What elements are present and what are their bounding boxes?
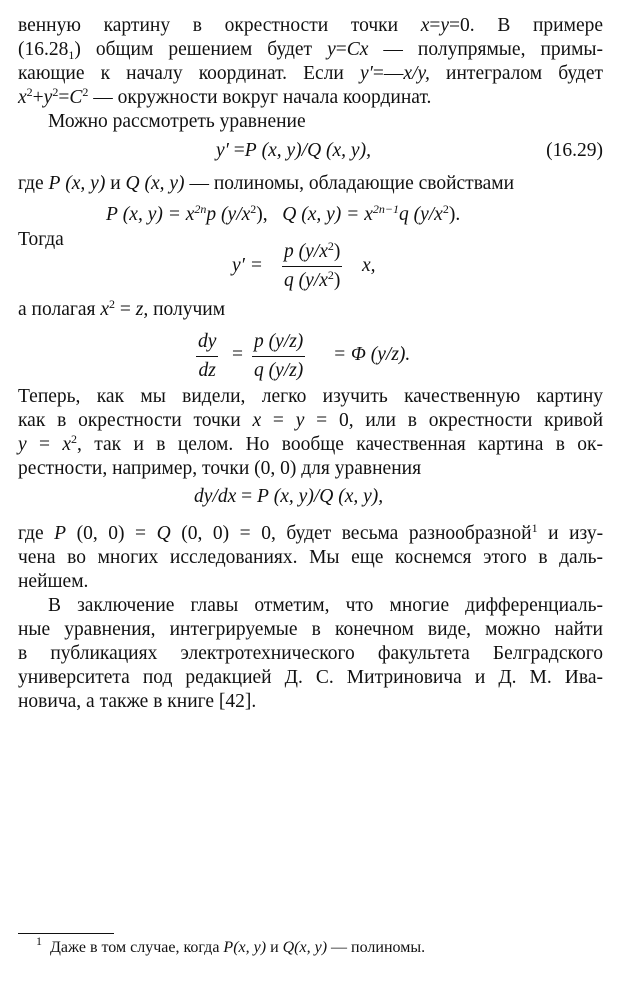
text-line: В заключение главы отметим, что многие дифференциаль-	[48, 595, 603, 616]
fraction-dy-dz: $\frac{dy}{dz}$	[198, 331, 217, 381]
footnote-mark: 1	[36, 934, 42, 948]
text-line: где P (0, 0) = Q (0, 0) = 0, будет весьма разнообразной$^1$ и изу-	[18, 521, 604, 544]
text-line: нейшем.	[18, 571, 89, 592]
text-line: Тогда	[18, 229, 64, 250]
text-line: кающие к началу координат. Если y′=—x/y, интегралом будет	[18, 63, 604, 84]
footnote-ref: 1	[531, 521, 538, 535]
text-line: $y = x^2$, так и в целом. Но вообще качественная картина в ок-	[18, 432, 604, 455]
equation-16-29: y′ =P (x, y)/Q (x, y),	[216, 140, 371, 161]
text-line: новича, а также в книге [42].	[18, 691, 257, 712]
text-line: в публикациях электротехнического факультета Белградского	[18, 643, 603, 664]
footnote-rule	[18, 933, 114, 934]
equation-phi: = Φ (y/z).	[333, 344, 411, 365]
equation-y-prime: y′ =	[232, 255, 263, 276]
text-line: как в окрестности точки x = y = 0, или в окрестности кривой	[18, 410, 604, 431]
text-line: ные уравнения, интегрируемые в конечном виде, можно найти	[18, 619, 603, 640]
text-line: чена во многих исследованиях. Мы еще коснемся этого в даль-	[18, 547, 603, 568]
text-line: где P (x, y) и Q (x, y) — полиномы, обладающие свойствами	[18, 173, 515, 194]
text-line: $x^2+y^2=C^2$ — окружности вокруг начала координат.	[18, 85, 432, 108]
fraction-p-over-q-z: $\frac{p (y/z)}{q (y/z)}$	[254, 331, 304, 381]
equation-number: (16.29)	[546, 140, 603, 161]
text-line: $(16.28_1)$ общим решением будет y=Cx — полупрямые, примы-	[18, 39, 603, 62]
text-line: Теперь, как мы видели, легко изучить качественную картину	[18, 386, 603, 407]
text-line: венную картину в окрестности точки x=y=0. В примере	[18, 15, 604, 36]
text-line: а полагая $x^2 = z$, получим	[18, 297, 226, 320]
text-line: университета под редакцией Д. С. Митриновича и Д. М. Ива-	[18, 667, 603, 688]
text-line: рестности, например, точки (0, 0) для уравнения	[18, 458, 422, 479]
equals-sign: =	[232, 344, 243, 365]
equation-x: x,	[362, 255, 376, 276]
fraction-p-over-q: $\frac{p (y/x^2)}{q (y/x^2)}$	[284, 239, 341, 291]
equation-homogeneity: P (x, $y) = x^{2n}p$ $(y/x^2)$, Q (x, $y) = x^{2n-1}q$ $(y/x^2)$.	[106, 202, 461, 225]
footnote: $^1$ Даже в том случае, когда P(x, y) и Q(x, y) — полиномы.	[36, 934, 426, 956]
text-line: Можно рассмотреть уравнение	[48, 111, 306, 132]
equation-dy-dx: dy/dx = P (x, y)/Q (x, y),	[194, 486, 384, 507]
